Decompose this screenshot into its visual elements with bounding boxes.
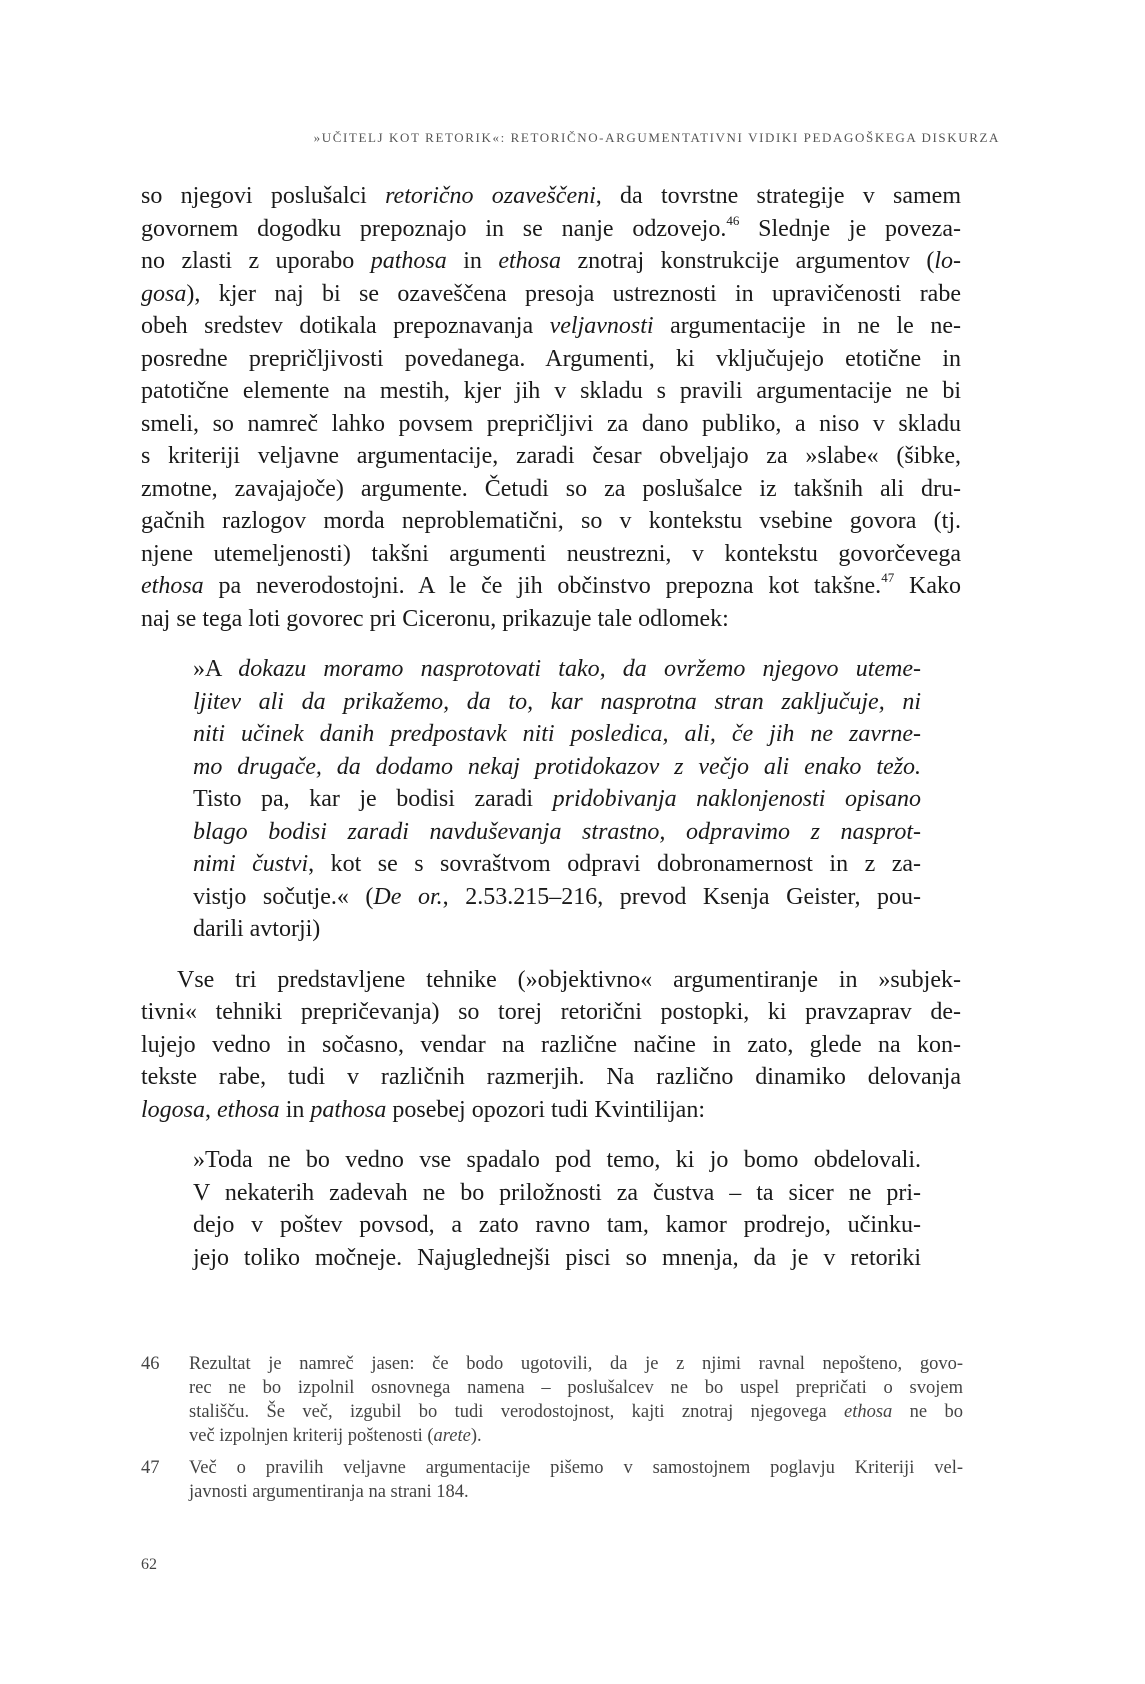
text-line: no zlasti z uporabo pathosa in ethosa znotraj konstrukcije argumentov (lo-	[141, 248, 961, 274]
footnote-ref[interactable]: 46	[726, 212, 740, 228]
text-line: vistjo sočutje.« (De or., 2.53.215–216, prevod Ksenja Geister, pou-	[193, 883, 921, 910]
text-line: patotične elemente na mestih, kjer jih v skladu s pravili argumentacije ne bi	[141, 378, 961, 404]
text-line: njene utemeljenosti) takšni argumenti neustrezni, v kontekstu govorčevega	[141, 540, 961, 567]
text-line: posredne prepričljivosti povedanega. Argumenti, ki vključujejo etotične in	[141, 345, 961, 372]
text-line: javnosti argumentiranja na strani 184.	[189, 1482, 469, 1502]
footnote-text	[189, 1456, 963, 1504]
text-line: jejo toliko močneje. Najuglednejši pisci so mnenja, da je v retoriki	[193, 1244, 921, 1271]
text-line: zmotne, zavajajoče) argumente. Četudi so za poslušalce iz takšnih ali dru-	[141, 475, 961, 502]
quote-quintilian-text	[193, 1144, 921, 1274]
text-line: stališču. Še več, izgubil bo tudi verodostojnost, kajti znotraj njegovega ethosa ne bo	[189, 1402, 963, 1422]
text-line: »A dokazu moramo nasprotovati tako, da ovržemo njegovo uteme-	[193, 656, 921, 682]
paragraph-2	[141, 964, 961, 1127]
text-line: mo drugače, da dodamo nekaj protidokazov z večjo ali enako težo.	[193, 753, 921, 780]
text-line: tivni« tehniki prepričevanja) so torej retorični postopki, ki pravzaprav de-	[141, 999, 961, 1025]
text-line: obeh sredstev dotikala prepoznavanja veljavnosti argumentacije in ne le ne-	[141, 313, 961, 339]
text-line: govornem dogodku prepoznajo in se nanje odzovejo.$^{46}$ Slednje je poveza-	[141, 212, 961, 242]
text-line: dejo v poštev povsod, a zato ravno tam, kamor prodrejo, učinku-	[193, 1212, 921, 1238]
text-line: gačnih razlogov morda neproblematični, so v kontekstu vsebine govora (tj.	[141, 508, 961, 534]
paragraph-1	[141, 180, 961, 635]
text-line: rec ne bo izpolnil osnovnega namena – poslušalcev ne bo uspel prepričati o svojem	[189, 1378, 963, 1398]
text-line: s kriteriji veljavne argumentacije, zaradi česar obveljajo za »slabe« (šibke,	[141, 443, 961, 469]
text-line: V nekaterih zadevah ne bo priložnosti za čustva – ta sicer ne pri-	[193, 1179, 921, 1206]
text-line: blago bodisi zaradi navduševanja strastno, odpravimo z nasprot-	[193, 818, 921, 845]
footnote-number: 47	[141, 1458, 160, 1478]
block-quote-quintilian	[193, 1144, 921, 1274]
quote-cicero-text	[193, 653, 921, 946]
footnotes	[141, 1352, 963, 1512]
footnote-46	[141, 1352, 963, 1448]
text-line: so njegovi poslušalci retorično ozaveščeni, da tovrstne strategije v samem	[141, 183, 961, 209]
text-line: darili avtorji)	[193, 916, 321, 942]
footnote-ref[interactable]: 47	[881, 570, 895, 585]
text-line: Tisto pa, kar je bodisi zaradi pridobivanja naklonjenosti opisano	[193, 786, 921, 812]
footnote-text	[189, 1352, 963, 1448]
text-line: ethosa pa neverodostojni. A le če jih občinstvo prepozna kot takšne.$^{47}$ Kako	[141, 570, 962, 599]
text-line: logosa, ethosa in pathosa posebej opozori tudi Kvintilijan:	[141, 1096, 705, 1123]
text-line: več izpolnjen kriterij poštenosti (arete).	[189, 1426, 482, 1446]
footnote-47	[141, 1456, 963, 1504]
text-line: Vse tri predstavljene tehnike (»objektivno« argumentiranje in »subjek-	[141, 966, 961, 993]
page-number: 62	[141, 1556, 157, 1573]
block-quote-cicero	[193, 653, 921, 946]
body-text	[141, 180, 961, 1292]
text-line: gosa), kjer naj bi se ozaveščena presoja ustreznosti in upravičenosti rabe	[141, 280, 961, 307]
text-line: nimi čustvi, kot se s sovraštvom odpravi dobronamernost in z za-	[193, 851, 921, 877]
footnote-number: 46	[141, 1354, 160, 1374]
text-line: smeli, so namreč lahko povsem prepričljivi za dano publiko, a niso v skladu	[141, 410, 961, 437]
text-line: lujejo vedno in sočasno, vendar na različne načine in zato, glede na kon-	[141, 1031, 961, 1058]
text-line: niti učinek danih predpostavk niti posledica, ali, če jih ne zavrne-	[193, 721, 921, 747]
running-head: »UČITELJ KOT RETORIK«: RETORIČNO-ARGUMENTATIVNI VIDIKI PEDAGOŠKEGA DISKURZA	[313, 130, 1000, 145]
text-line: Več o pravilih veljavne argumentacije pišemo v samostojnem poglavju Kriteriji vel-	[189, 1458, 963, 1478]
text-line: tekste rabe, tudi v različnih razmerjih. Na različno dinamiko delovanja	[141, 1064, 961, 1090]
text-line: »Toda ne bo vedno vse spadalo pod temo, ki jo bomo obdelovali.	[193, 1147, 921, 1173]
text-line: Rezultat je namreč jasen: če bodo ugotovili, da je z njimi ravnal nepošteno, govo-	[189, 1354, 963, 1374]
text-line: naj se tega loti govorec pri Ciceronu, prikazuje tale odlomek:	[141, 605, 729, 632]
text-line: ljitev ali da prikažemo, da to, kar nasprotna stran zaključuje, ni	[193, 688, 921, 715]
